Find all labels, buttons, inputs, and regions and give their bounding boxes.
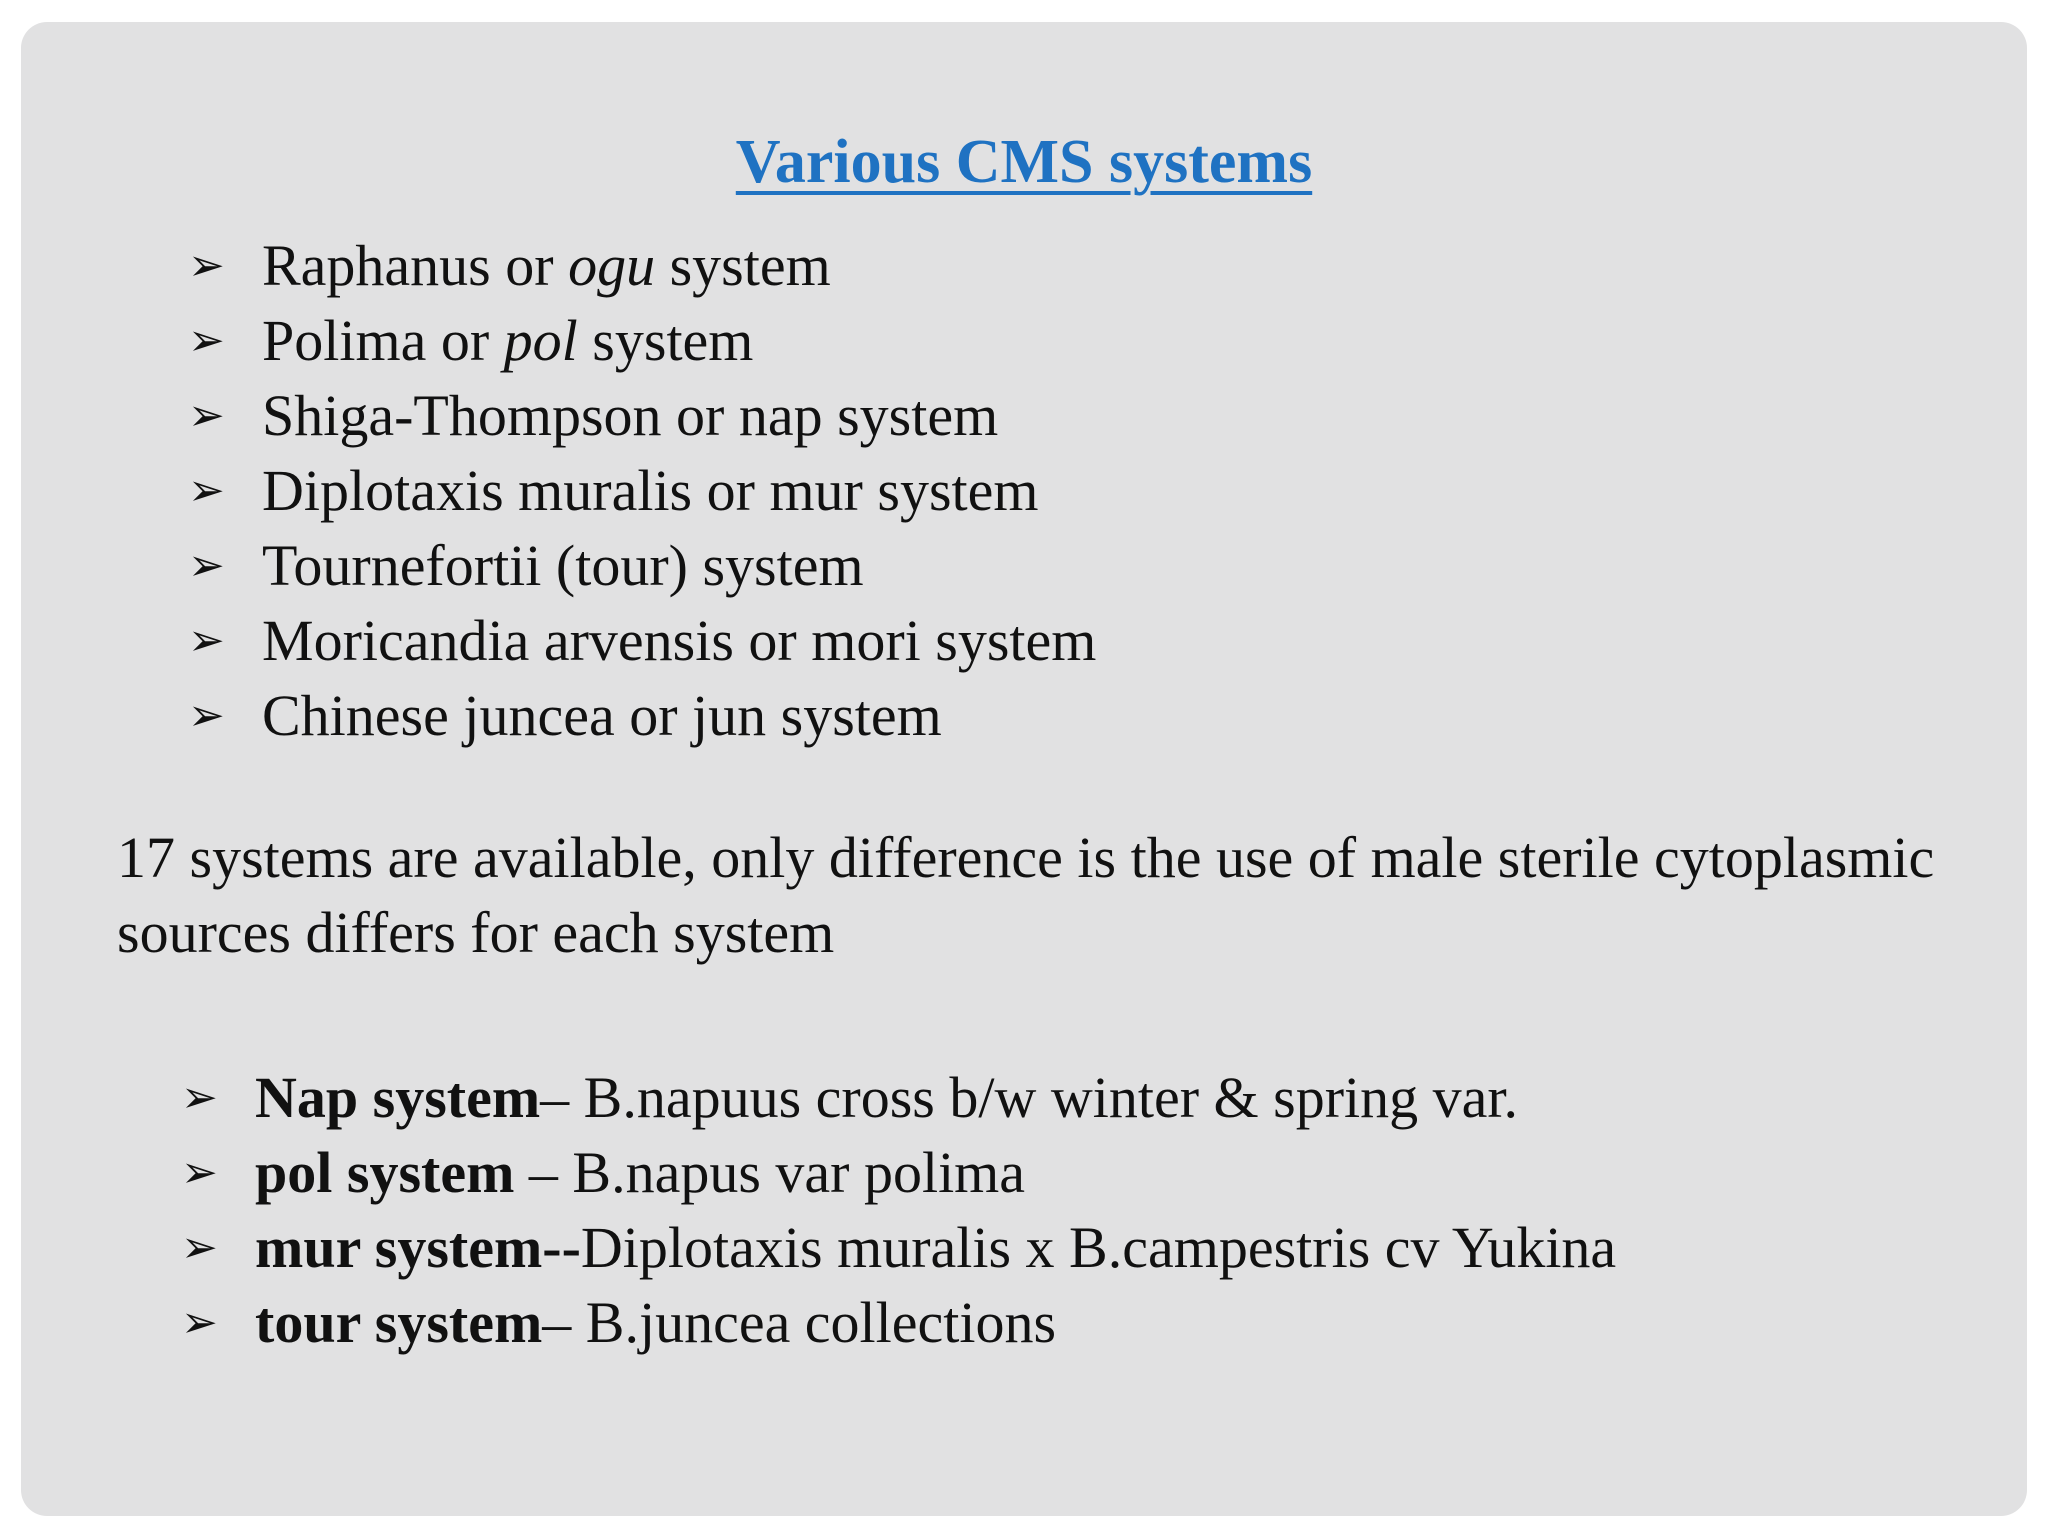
list-item-text: Moricandia arvensis or mori system <box>262 608 1097 673</box>
arrow-bullet-icon: ➢ <box>188 465 225 516</box>
list-item-italic: pol <box>503 308 578 373</box>
list-item-text: Shiga-Thompson or nap system <box>262 383 999 448</box>
list-item-text: Diplotaxis muralis or mur system <box>262 458 1039 523</box>
system-name: tour system <box>255 1290 543 1355</box>
list-item-text: Polima or <box>262 308 504 373</box>
arrow-bullet-icon: ➢ <box>188 540 225 591</box>
system-description: – B.napuus cross b/w winter & spring var. <box>540 1065 1519 1130</box>
slide <box>21 22 2027 1516</box>
arrow-bullet-icon: ➢ <box>188 615 225 666</box>
system-description: – B.juncea collections <box>542 1290 1057 1355</box>
list-item-text: system <box>655 233 831 298</box>
list-item <box>168 603 1096 678</box>
list-item <box>161 1285 1616 1360</box>
list-item <box>168 303 1096 378</box>
list-item <box>168 378 1096 453</box>
list-item <box>168 453 1096 528</box>
arrow-bullet-icon: ➢ <box>181 1147 218 1198</box>
list-item <box>168 228 1096 303</box>
system-name: mur system-- <box>255 1215 581 1280</box>
list-item <box>161 1210 1616 1285</box>
list-item-text: Chinese juncea or jun system <box>262 683 942 748</box>
system-description: Diplotaxis muralis x B.campestris cv Yukina <box>580 1215 1617 1280</box>
arrow-bullet-icon: ➢ <box>188 240 225 291</box>
system-description: – B.napus var polima <box>514 1140 1026 1205</box>
list-item <box>161 1060 1616 1135</box>
list-item-text: system <box>577 308 754 373</box>
list-item <box>161 1135 1616 1210</box>
list-item-italic: ogu <box>568 233 656 298</box>
system-name: pol system <box>255 1140 515 1205</box>
arrow-bullet-icon: ➢ <box>188 690 225 741</box>
summary-paragraph: 17 systems are available, only difference is the use of male sterile cytoplasmic sources differs for each system <box>117 825 1935 965</box>
slide-title: Various CMS systems <box>735 128 1313 196</box>
list-item-text: Tournefortii (tour) system <box>262 533 864 598</box>
system-details-list <box>161 1060 1616 1360</box>
arrow-bullet-icon: ➢ <box>181 1222 218 1273</box>
system-name: Nap system <box>255 1065 541 1130</box>
arrow-bullet-icon: ➢ <box>181 1072 218 1123</box>
arrow-bullet-icon: ➢ <box>181 1297 218 1348</box>
arrow-bullet-icon: ➢ <box>188 315 225 366</box>
list-item <box>168 678 1096 753</box>
arrow-bullet-icon: ➢ <box>188 390 225 441</box>
list-item-text: Raphanus or <box>262 233 569 298</box>
cms-systems-list <box>168 228 1096 753</box>
list-item <box>168 528 1096 603</box>
